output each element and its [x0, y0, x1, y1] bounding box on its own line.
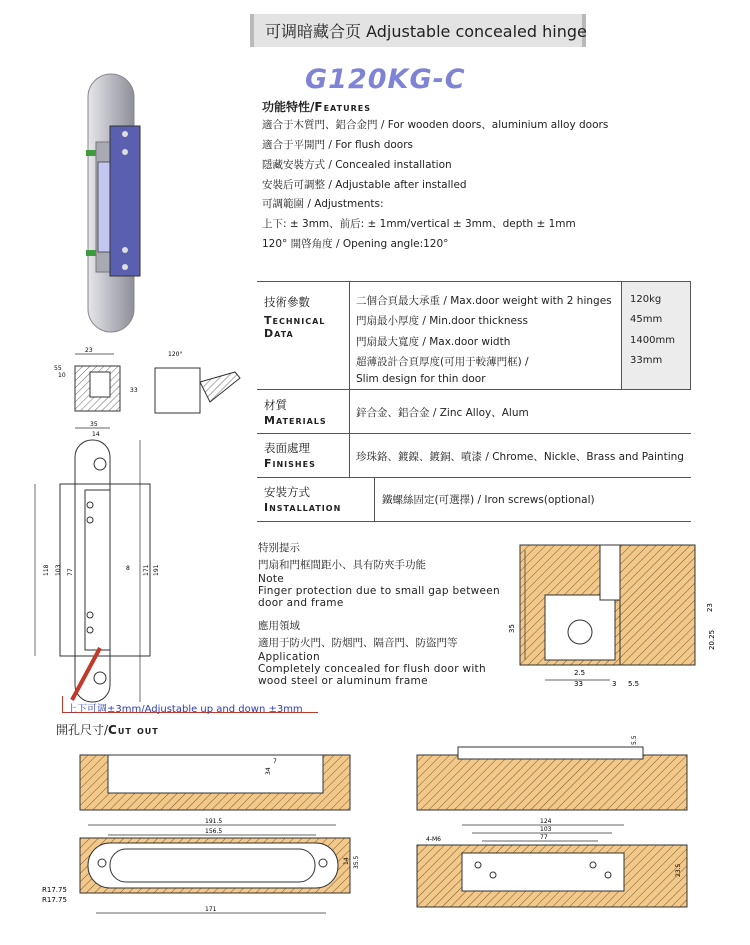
- dim-label: 33: [130, 387, 138, 394]
- dim-label: 5.5: [628, 680, 640, 688]
- dim-label: 34: [265, 767, 272, 775]
- feature-line: 可調範圍 / Adjustments:: [262, 198, 384, 210]
- dim-label: 156.5: [205, 828, 223, 835]
- tech-desc: 二個合頁最大承重 / Max.door weight with 2 hinges: [356, 295, 612, 307]
- application-label: Application: [258, 651, 320, 663]
- divider: [374, 477, 375, 521]
- hinge-section-drawings: [50, 342, 250, 417]
- dim-label: 8: [126, 565, 130, 572]
- tech-label-cn: 技術參數: [264, 295, 310, 309]
- tech-desc: 門扇最大寬度 / Max.door width: [356, 336, 511, 348]
- feature-line: 適合于木質門、鋁合金門 / For wooden doors、aluminium alloy doors: [262, 119, 609, 131]
- dim-label: 118: [43, 564, 50, 576]
- dim-label: 171: [205, 906, 217, 913]
- dim-label: 77: [67, 568, 74, 576]
- cutout-left-drawing: [40, 735, 370, 920]
- tech-desc: Slim design for thin door: [356, 373, 486, 385]
- dim-label: 23: [706, 603, 714, 612]
- divider: [621, 282, 622, 389]
- feature-line: 隱藏安裝方式 / Concealed installation: [262, 159, 452, 171]
- installed-section-drawing: [500, 540, 720, 690]
- model-title: G120KG-C: [305, 64, 466, 95]
- tech-value: 120kg: [630, 294, 662, 305]
- feature-line: 上下: ± 3mm、前后: ± 1mm/vertical ± 3mm、depth ± 1mm: [262, 218, 576, 230]
- dim-label: 7: [273, 758, 277, 765]
- dim-label: 35: [90, 421, 98, 428]
- dim-label: 55: [54, 365, 62, 372]
- dim-label: 23: [85, 347, 93, 354]
- note-en: door and frame: [258, 597, 344, 609]
- divider: [349, 282, 350, 389]
- installation-value: 鐵螺絲固定(可選擇) / Iron screws(optional): [382, 494, 595, 506]
- note-en: Finger protection due to small gap between: [258, 585, 501, 597]
- application-cn: 適用于防火門、防烟門、隔音門、防盜門等: [258, 637, 458, 649]
- finishes-label-cn: 表面處理: [264, 441, 310, 455]
- dim-label: R17.75: [42, 896, 67, 904]
- materials-label-cn: 材質: [264, 398, 287, 412]
- dim-label: 191: [153, 564, 160, 576]
- feature-line: 120° 開啓角度 / Opening angle:120°: [262, 238, 449, 250]
- tech-value: 45mm: [630, 314, 663, 325]
- notes-cn: 門扇和門框間距小、具有防夾手功能: [258, 559, 426, 571]
- hinge-photo: [80, 72, 150, 337]
- divider: [349, 433, 350, 477]
- materials-value: 鋅合金、鋁合金 / Zinc Alloy、Alum: [356, 407, 529, 419]
- dim-label: R17.75: [42, 886, 67, 894]
- dim-label: 103: [55, 564, 62, 576]
- header-title: 可调暗藏合页 Adjustable concealed hinge: [265, 22, 587, 41]
- features-title: 功能特性/Features: [262, 100, 371, 114]
- materials-label-en: Materials: [264, 414, 327, 427]
- dim-label: 14: [343, 857, 350, 865]
- dim-label: 35.5: [353, 855, 360, 869]
- dim-label: 33: [574, 680, 583, 688]
- dim-label: 124: [540, 818, 552, 825]
- dim-label: 191.5: [205, 818, 223, 825]
- notes-title: 特别提示: [258, 542, 300, 554]
- dim-label: 2.5: [574, 669, 586, 677]
- finishes-value: 珍珠鉻、鍍鎳、鍍銅、噴漆 / Chrome、Nickle、Brass and Painting: [356, 451, 684, 463]
- divider: [690, 282, 691, 389]
- dim-label: 5.5: [631, 735, 638, 745]
- dim-label: 23.5: [675, 863, 682, 877]
- dim-label: 10: [58, 372, 66, 379]
- application-title: 應用領域: [258, 620, 300, 632]
- dim-label: 3: [612, 680, 617, 688]
- tech-value: 33mm: [630, 355, 663, 366]
- cutout-title: 開孔尺寸/Cut out: [56, 723, 159, 737]
- dim-label: 4-M6: [426, 836, 441, 843]
- dim-label: 103: [540, 826, 552, 833]
- installation-label-en: Installation: [264, 501, 342, 514]
- note-label: Note: [258, 573, 285, 585]
- dim-label: 77: [540, 834, 548, 841]
- header-accent: [250, 14, 254, 47]
- cutout-right-drawing: [410, 735, 700, 920]
- tech-desc: 門扇最小厚度 / Min.door thickness: [356, 315, 528, 327]
- application-en: wood steel or aluminum frame: [258, 675, 428, 687]
- feature-line: 安裝后可調整 / Adjustable after installed: [262, 179, 467, 191]
- tech-label-en: Data: [264, 327, 294, 340]
- adjust-note: 上下可调±3mm/Adjustable up and down ±3mm: [67, 704, 303, 715]
- dim-label: 20.25: [708, 629, 716, 650]
- dim-label: 171: [143, 564, 150, 576]
- finishes-label-en: Finishes: [264, 457, 316, 470]
- tech-desc: 超薄設計合頁厚度(可用于較薄門框) /: [356, 356, 529, 368]
- dim-label: 14: [92, 431, 100, 438]
- application-en: Completely concealed for flush door with: [258, 663, 486, 675]
- dim-label: 120°: [168, 351, 183, 358]
- tech-value: 1400mm: [630, 335, 675, 346]
- tech-label-en: Technical: [264, 314, 326, 327]
- feature-line: 適合于平開門 / For flush doors: [262, 139, 413, 151]
- divider: [349, 389, 350, 433]
- dim-label: 35: [508, 624, 516, 633]
- hinge-front-drawing: [30, 420, 160, 705]
- installation-label-cn: 安裝方式: [264, 485, 310, 499]
